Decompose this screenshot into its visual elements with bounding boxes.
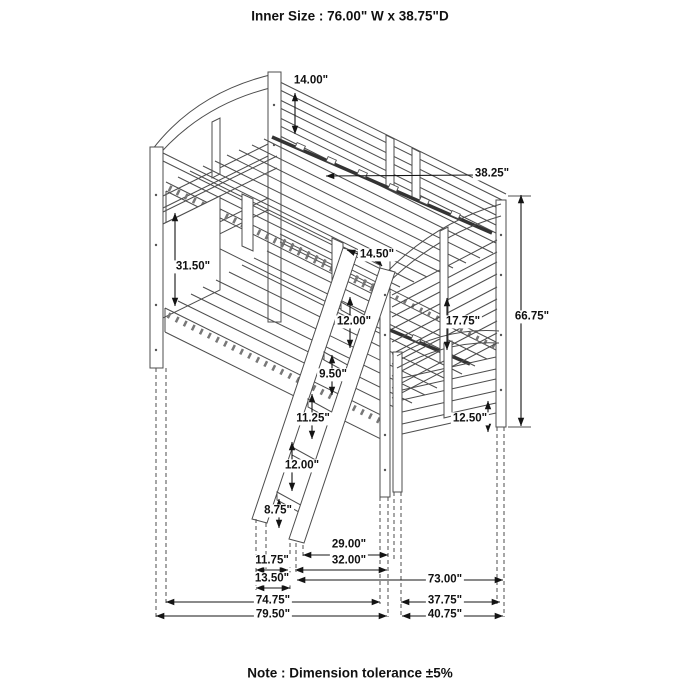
headboard-front-post (150, 147, 163, 368)
dim-label-29-00: 29.00" (331, 538, 367, 551)
dim-38-25-leader (326, 175, 478, 176)
dim-label-12-50: 12.50" (452, 412, 488, 425)
inner-size-title: Inner Size : 76.00" W x 38.75"D (251, 8, 449, 24)
dim-label-13-50: 13.50" (254, 572, 290, 585)
dim-label-31-50: 31.50" (175, 260, 211, 273)
headboard-back-post (268, 72, 281, 322)
dim-label-79-50: 79.50" (255, 608, 291, 621)
tolerance-note: Note : Dimension tolerance ±5% (247, 665, 453, 681)
dim-label-32-00: 32.00" (331, 554, 367, 567)
bed-structure (150, 72, 506, 617)
dim-label-17-75: 17.75" (445, 315, 481, 328)
front-rail-post (242, 194, 253, 251)
dim-label-74-75: 74.75" (255, 594, 291, 607)
headboard-divider (212, 118, 220, 178)
lower-headboard-panel (163, 196, 220, 318)
lower-footboard-divider (444, 341, 452, 418)
dim-label-73-00: 73.00" (427, 573, 463, 586)
dim-label-14-50: 14.50" (359, 248, 395, 261)
dim-label-11-75: 11.75" (255, 554, 289, 567)
top-bunk-support-bar (272, 137, 492, 233)
dim-label-14-00: 14.00" (293, 74, 329, 87)
dim-label-11-25: 11.25" (296, 412, 330, 425)
dim-label-12-00b: 12.00" (284, 459, 320, 472)
dim-label-40-75: 40.75" (427, 608, 463, 621)
dim-label-37-75: 37.75" (427, 594, 463, 607)
lower-footboard-front-post (393, 352, 402, 492)
dim-label-9-50: 9.50" (319, 368, 347, 381)
dim-label-66-75: 66.75" (514, 310, 550, 323)
dim-label-38-25: 38.25" (474, 167, 510, 180)
dim-label-12-00a: 12.00" (336, 315, 372, 328)
dim-label-8-75: 8.75" (264, 504, 292, 517)
